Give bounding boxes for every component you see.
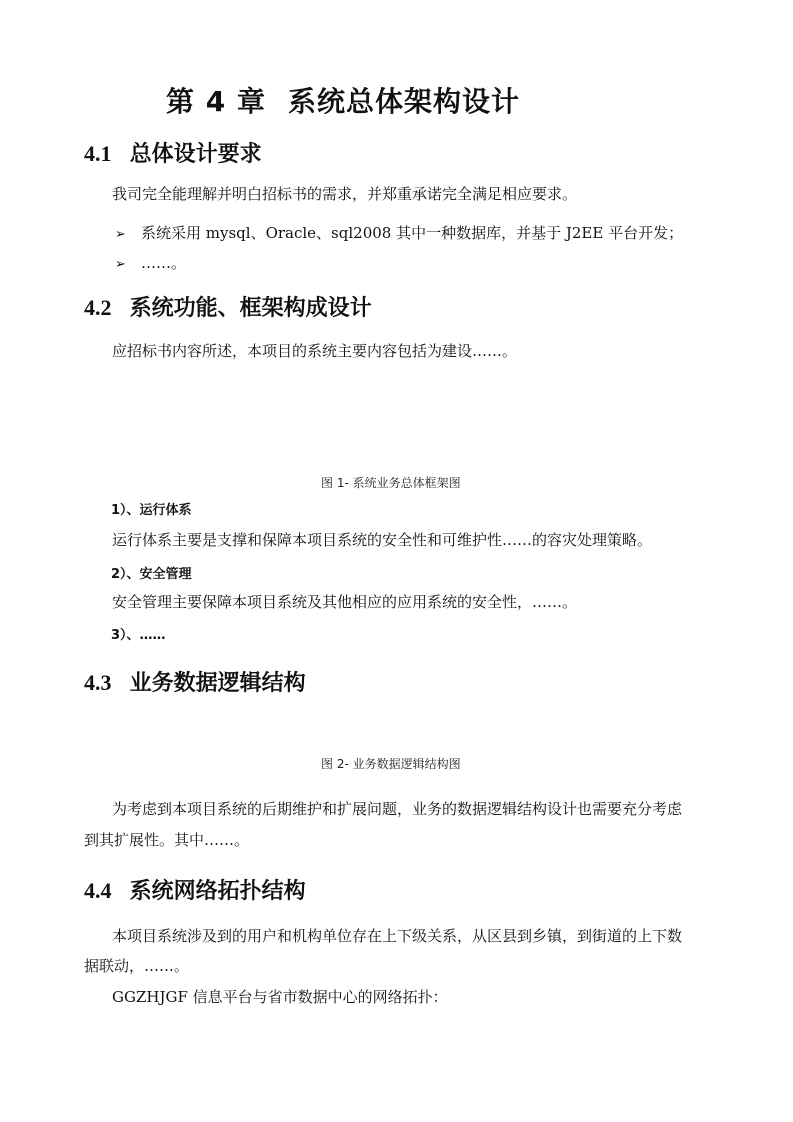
- s43-para-line-1: 为考虑到本项目系统的后期维护和扩展问题，业务的数据逻辑结构设计也需要充分考虑: [112, 800, 683, 818]
- s42-item-2-heading: 2）、安全管理: [111, 567, 192, 582]
- s44-para-2: GGZHJGF 信息平台与省市数据中心的网络拓扑：: [112, 988, 448, 1006]
- section-heading-4-4: [84, 874, 306, 905]
- section-title: 总体设计要求: [129, 142, 262, 167]
- figure-1-caption: 图 1- 系统业务总体框架图: [321, 476, 461, 490]
- section-title: 业务数据逻辑结构: [129, 671, 306, 696]
- chapter-number: 第 4 章: [166, 85, 266, 118]
- s41-intro: 我司完全能理解并明白招标书的需求，并郑重承诺完全满足相应要求。: [112, 185, 578, 203]
- bullet-arrow-icon: ➢: [115, 257, 126, 272]
- bullet-text: 系统采用 mysql、Oracle、sql2008 其中一种数据库，并基于 J2EE 平台开发；: [141, 224, 684, 242]
- section-number: 4.2: [84, 295, 112, 320]
- section-title: 系统网络拓扑结构: [129, 879, 306, 904]
- s43-para-line-2: 到其扩展性。其中……。: [84, 831, 250, 849]
- section-heading-4-1: [84, 137, 262, 168]
- section-number: 4.1: [84, 141, 112, 166]
- section-number: 4.4: [84, 878, 112, 903]
- s42-intro: 应招标书内容所述，本项目的系统主要内容包括为建设……。: [112, 342, 518, 360]
- chapter-title: 系统总体架构设计: [287, 85, 520, 118]
- s42-item-1-heading: 1）、运行体系: [111, 503, 192, 518]
- s42-item-1-text: 运行体系主要是支撑和保障本项目系统的安全性和可维护性……的容灾处理策略。: [112, 531, 653, 549]
- s44-para-line-1: 本项目系统涉及到的用户和机构单位存在上下级关系，从区县到乡镇，到街道的上下数: [112, 927, 683, 945]
- chapter-heading: [166, 80, 520, 120]
- section-heading-4-2: [84, 291, 372, 322]
- section-heading-4-3: [84, 666, 306, 697]
- bullet-text: ……。: [141, 254, 187, 272]
- bullet-arrow-icon: ➢: [115, 227, 126, 242]
- s44-para-line-2: 据联动，……。: [84, 957, 190, 975]
- s41-bullet-1: [115, 222, 683, 243]
- s42-item-2-text: 安全管理主要保障本项目系统及其他相应的应用系统的安全性，……。: [112, 593, 578, 611]
- s41-bullet-2: [115, 252, 186, 273]
- section-title: 系统功能、框架构成设计: [129, 296, 372, 321]
- section-number: 4.3: [84, 670, 112, 695]
- s42-item-3-heading: 3）、……: [111, 628, 166, 643]
- figure-2-caption: 图 2- 业务数据逻辑结构图: [321, 757, 461, 771]
